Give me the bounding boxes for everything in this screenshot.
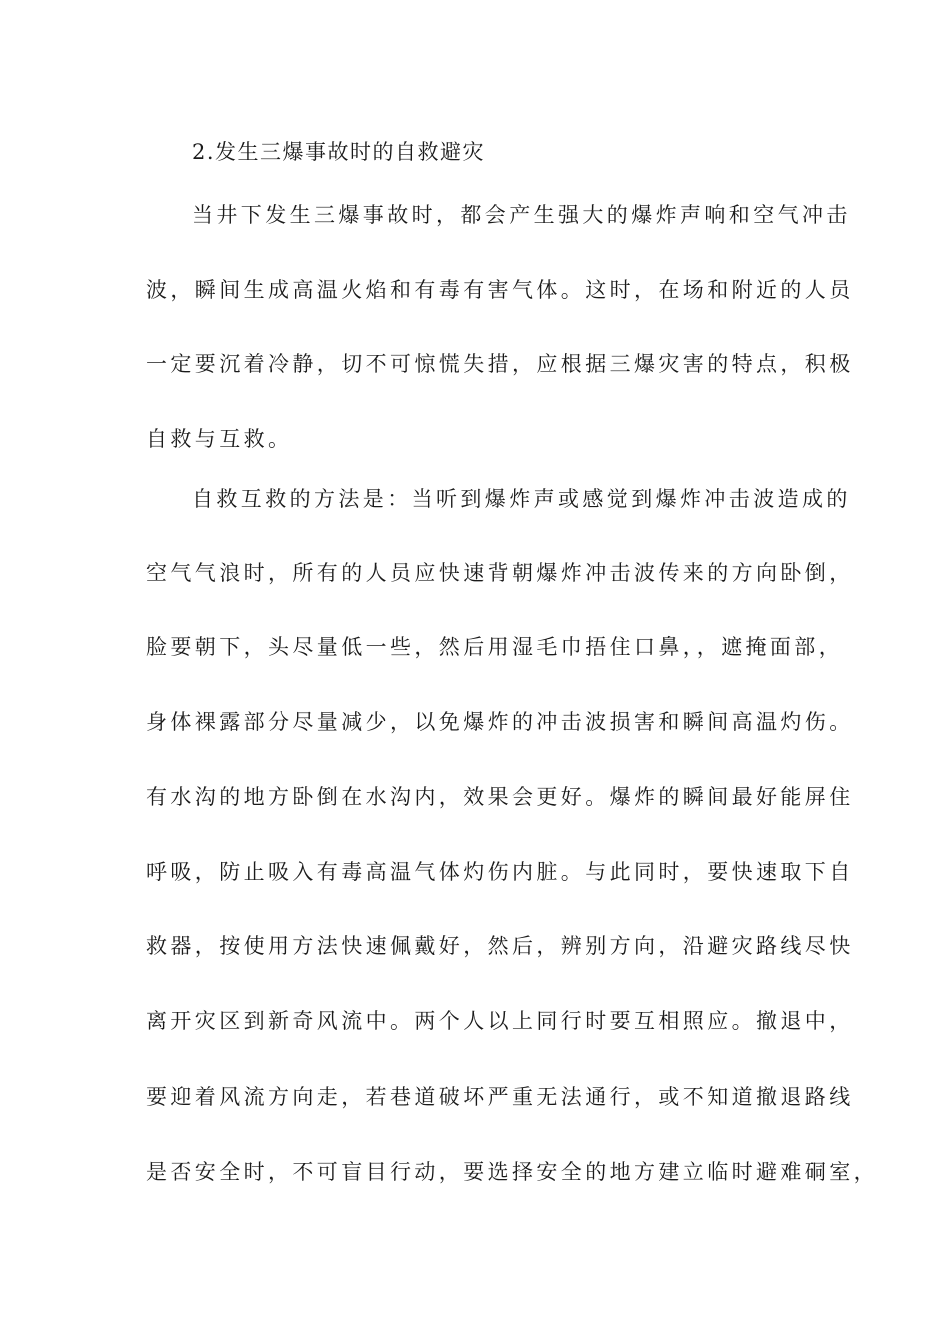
paragraph-line: 波，瞬间生成高温火焰和有毒有害气体。这时，在场和附近的人员: [146, 278, 854, 302]
paragraph-line: 救器，按使用方法快速佩戴好，然后，辨别方向，沿避灾路线尽快: [146, 934, 854, 958]
paragraph-line: 是否安全时，不可盲目行动，要选择安全的地方建立临时避难硐室，: [146, 1160, 878, 1184]
paragraph-line: 身体裸露部分尽量减少，以免爆炸的冲击波损害和瞬间高温灼伤。: [146, 710, 854, 734]
paragraph-line: 有水沟的地方卧倒在水沟内，效果会更好。爆炸的瞬间最好能屏住: [146, 785, 854, 809]
section-heading: 2.发生三爆事故时的自救避灾: [192, 140, 486, 164]
paragraph-line: 呼吸，防止吸入有毒高温气体灼伤内脏。与此同时，要快速取下自: [146, 860, 854, 884]
paragraph-line: 空气气浪时，所有的人员应快速背朝爆炸冲击波传来的方向卧倒，: [146, 561, 854, 585]
paragraph-line: 离开灾区到新奇风流中。两个人以上同行时要互相照应。撤退中，: [146, 1009, 854, 1033]
paragraph-line: 当井下发生三爆事故时，都会产生强大的爆炸声响和空气冲击: [192, 203, 851, 227]
paragraph-line: 要迎着风流方向走，若巷道破坏严重无法通行，或不知道撤退路线: [146, 1085, 854, 1109]
paragraph-line: 一定要沉着冷静，切不可惊慌失措，应根据三爆灾害的特点，积极: [146, 352, 854, 376]
paragraph-line: 自救与互救。: [146, 427, 293, 451]
paragraph-line: 脸要朝下，头尽量低一些，然后用湿毛巾捂住口鼻，，遮掩面部，: [146, 635, 844, 659]
paragraph-line: 自救互救的方法是：当听到爆炸声或感觉到爆炸冲击波造成的: [192, 487, 851, 511]
